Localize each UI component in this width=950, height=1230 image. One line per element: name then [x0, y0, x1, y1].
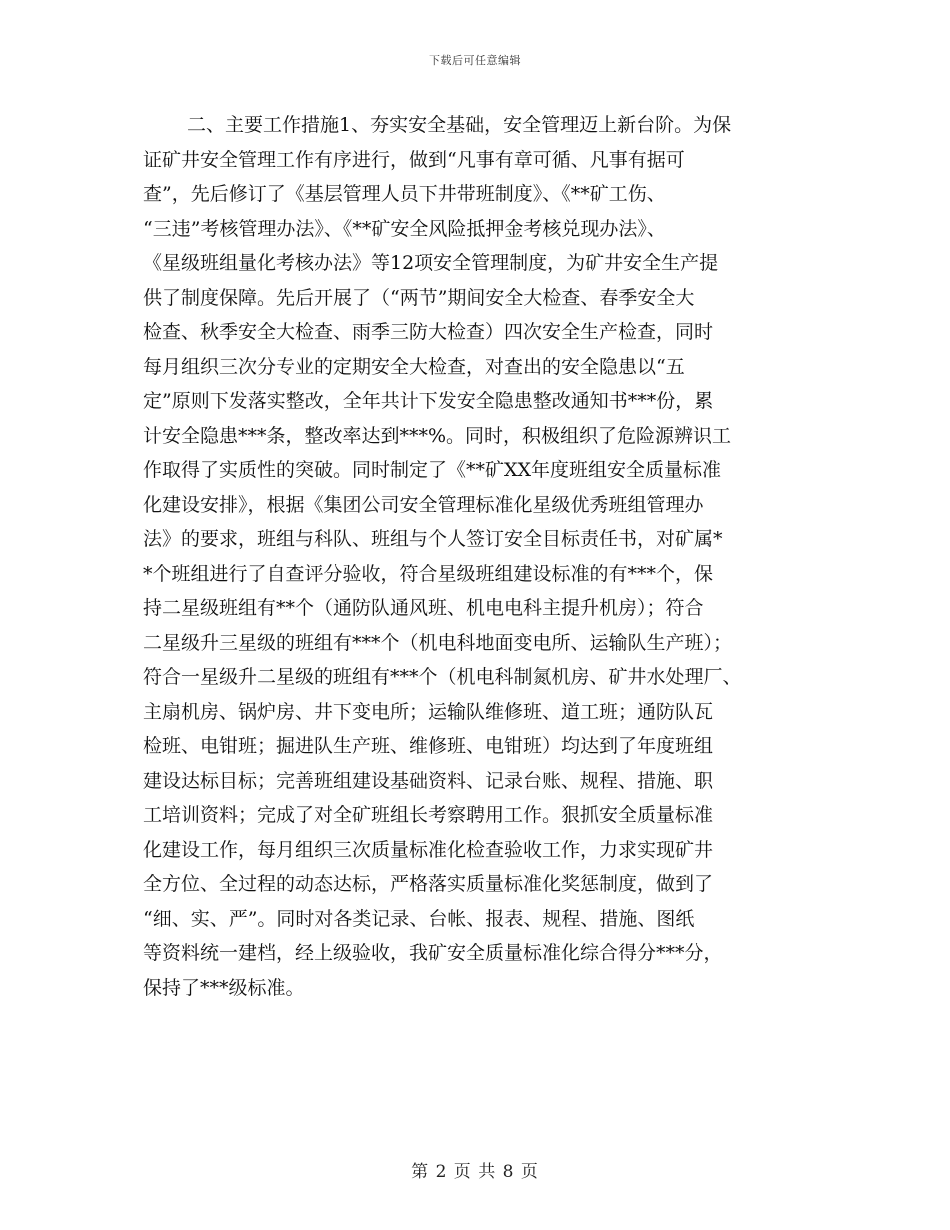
body-line: 主扇机房、锅炉房、井下变电所；运输队维修班、道工班；通防队瓦: [143, 700, 714, 723]
body-line: 保持了***级标准。: [143, 976, 305, 999]
body-line: 工培训资料；完成了对全矿班组长考察聘用工作。狠抓安全质量标准: [143, 804, 714, 826]
body-line: 每月组织三次分专业的定期安全大检查，对查出的安全隐患以“五: [143, 355, 685, 378]
body-line: 计安全隐患***条，整改率达到***%。同时，积极组织了危险源辨识工: [143, 424, 732, 447]
body-line: 供了制度保障。先后开展了（“两节”期间安全大检查、春季安全大: [143, 286, 695, 309]
body-line: 作取得了实质性的突破。同时制定了《**矿XX年度班组安全质量标准: [143, 459, 722, 481]
body-line: 检查、秋季安全大检查、雨季三防大检查）四次安全生产检查，同时: [143, 321, 714, 343]
body-line: 检班、电钳班；掘进队生产班、维修班、电钳班）均达到了年度班组: [143, 735, 714, 757]
body-line: 全方位、全过程的动态达标，严格落实质量标准化奖惩制度，做到了: [143, 873, 714, 895]
page-header: 下载后可任意编辑: [429, 54, 521, 67]
body-line: 符合一星级升二星级的班组有***个（机电科制氮机房、矿井水处理厂、: [143, 666, 742, 688]
body-line: *个班组进行了自查评分验收，符合星级班组建设标准的有***个，保: [143, 562, 714, 585]
page-number-footer: 第 2 页 共 8 页: [411, 1162, 539, 1182]
body-line: 化建设工作，每月组织三次质量标准化检查验收工作，力求实现矿井: [143, 838, 714, 861]
body-line: 化建设安排》，根据《集团公司安全管理标准化星级优秀班组管理办: [143, 493, 704, 516]
body-line: “细、实、严”。同时对各类记录、台帐、报表、规程、措施、图纸: [143, 907, 695, 930]
body-line: 二、主要工作措施1、夯实安全基础，安全管理迈上新台阶。为保: [187, 114, 732, 136]
body-line: 证矿井安全管理工作有序进行，做到“凡事有章可循、凡事有据可: [143, 148, 685, 171]
body-line: 定”原则下发落实整改，全年共计下发安全隐患整改通知书***份，累: [143, 390, 714, 412]
document-body: [143, 108, 818, 1005]
body-line: 《星级班组量化考核办法》等12项安全管理制度，为矿井安全生产提: [143, 252, 719, 274]
body-line: 法》的要求，班组与科队、班组与个人签订安全目标责任书，对矿属*: [143, 528, 723, 550]
body-line: 查”，先后修订了《基层管理人员下井带班制度》、《**矿工伤、: [143, 183, 666, 205]
body-line: “三违”考核管理办法》、《**矿安全风险抵押金考核兑现办法》、: [143, 217, 666, 240]
body-line: 持二星级班组有**个（通防队通风班、机电电科主提升机房）；符合: [143, 597, 704, 619]
body-line: 建设达标目标；完善班组建设基础资料、记录台账、规程、措施、职: [143, 769, 714, 792]
body-line: 等资料统一建档，经上级验收，我矿安全质量标准化综合得分***分，: [143, 942, 723, 964]
body-line: 二星级升三星级的班组有***个（机电科地面变电所、运输队生产班）；: [143, 631, 733, 654]
